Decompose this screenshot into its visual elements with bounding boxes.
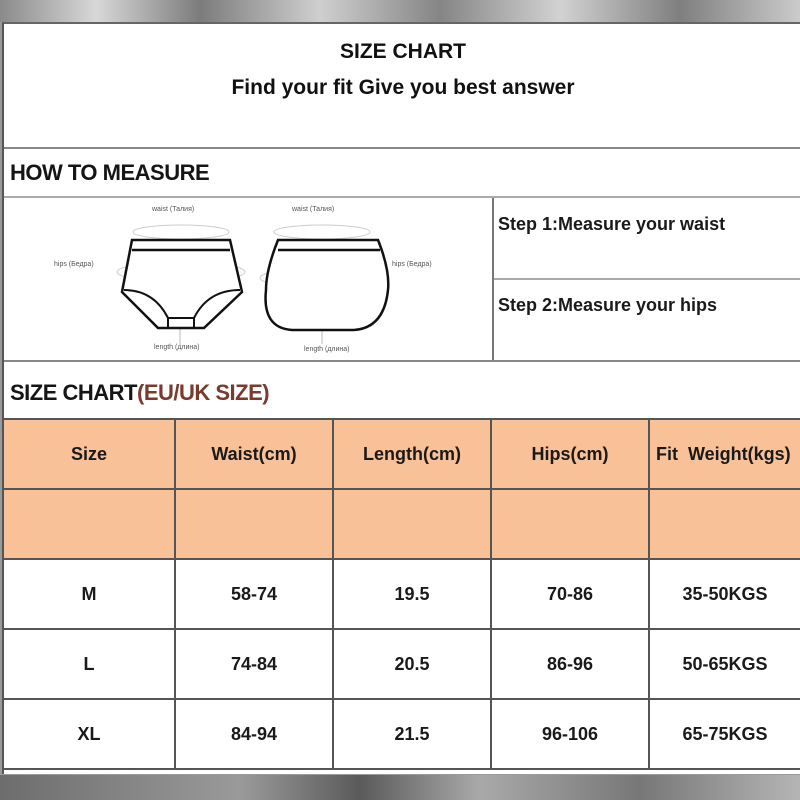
blank-cell [3,489,175,559]
cell-hips: 86-96 [491,629,649,699]
hips-label: hips (Бедра) [54,261,94,268]
size-chart-title-region: (EU/UK SIZE) [137,380,270,405]
divider [4,147,800,149]
cell-size: M [3,559,175,629]
cell-size: XL [3,699,175,769]
diagram-brief [44,200,254,360]
cell-waist: 74-84 [175,629,333,699]
column-header-fit-weight: Fit Weight(kgs) [649,419,800,489]
page-subtitle: Find your fit Give you best answer [231,76,575,99]
boyshort-icon [244,200,484,360]
size-chart-title-main: SIZE CHART [10,380,137,405]
how-to-measure-title: HOW TO MEASURE [10,160,210,185]
waist-label: waist (Талия) [292,206,335,213]
cell-waist: 84-94 [175,699,333,769]
blank-cell [649,489,800,559]
divider [4,360,800,362]
brief-icon [44,200,254,360]
size-table [2,418,800,770]
table-row [3,629,800,699]
blank-cell [333,489,491,559]
cell-length: 21.5 [333,699,491,769]
blank-cell [175,489,333,559]
cell-hips: 96-106 [491,699,649,769]
background-top-band [0,0,800,22]
cell-hips: 70-86 [491,559,649,629]
cell-fit-weight: 65-75KGS [649,699,800,769]
step-1-text: Step 1:Measure your waist [498,214,726,234]
page-title: SIZE CHART [340,40,466,63]
hips-label: hips (Бедра) [392,261,432,268]
diagram-boyshort [244,200,484,360]
table-row [3,559,800,629]
blank-cell [491,489,649,559]
column-header-hips: Hips(cm) [491,419,649,489]
cell-size: L [3,629,175,699]
column-header-length: Length(cm) [333,419,491,489]
table-row [3,699,800,769]
divider [494,278,800,280]
background-bottom-band [0,775,800,800]
cell-fit-weight: 35-50KGS [649,559,800,629]
cell-waist: 58-74 [175,559,333,629]
size-chart-title [10,380,269,406]
cell-length: 20.5 [333,629,491,699]
table-header-row [3,419,800,489]
column-header-waist: Waist(cm) [175,419,333,489]
length-label: length (длина) [304,346,350,353]
divider [4,196,800,198]
length-label: length (длина) [154,344,200,351]
cell-length: 19.5 [333,559,491,629]
cell-fit-weight: 50-65KGS [649,629,800,699]
column-header-size: Size [3,419,175,489]
waist-label: waist (Талия) [152,206,195,213]
step-2-text: Step 2:Measure your hips [498,295,718,315]
table-blank-row [3,489,800,559]
